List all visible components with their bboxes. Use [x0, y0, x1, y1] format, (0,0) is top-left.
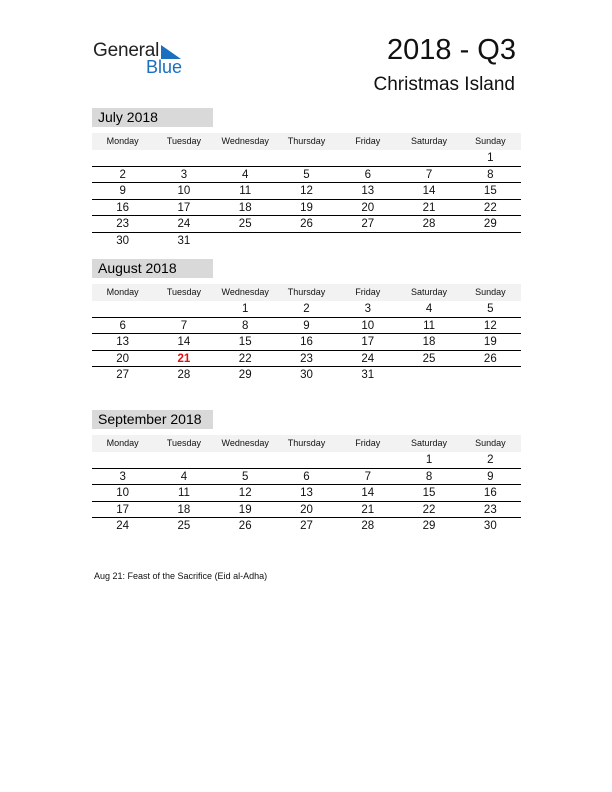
day-cell: 15 [422, 487, 436, 500]
week-row [92, 318, 521, 335]
day-cell: 8 [487, 168, 494, 181]
weekday-label: Sunday [475, 438, 506, 448]
week-row [92, 351, 521, 368]
month-title: July 2018 [92, 108, 213, 127]
day-cell: 22 [483, 201, 497, 214]
day-cell: 27 [116, 369, 130, 382]
day-cell [92, 301, 153, 317]
day-cell: 31 [361, 369, 375, 382]
day-cell: 30 [483, 520, 497, 533]
day-cell [153, 150, 214, 166]
day-cell [153, 301, 214, 317]
day-cell: 6 [119, 319, 126, 332]
day-cell: 13 [361, 185, 375, 198]
day-cell: 6 [303, 470, 310, 483]
day-cell: 9 [487, 470, 494, 483]
day-cell: 30 [116, 234, 130, 247]
day-cell: 2 [119, 168, 126, 181]
weekday-label: Wednesday [221, 438, 269, 448]
day-cell: 1 [425, 454, 433, 466]
day-cell [398, 233, 459, 250]
day-cell: 7 [180, 319, 188, 332]
day-cell: 9 [119, 185, 126, 198]
day-cell: 24 [177, 218, 191, 231]
day-cell: 11 [239, 185, 252, 198]
weekday-label: Monday [106, 438, 139, 448]
day-cell: 16 [483, 487, 497, 500]
day-cell: 14 [177, 336, 191, 349]
day-cell: 16 [116, 201, 130, 214]
day-cell: 21 [422, 201, 436, 214]
week-row [92, 167, 521, 184]
day-cell: 28 [177, 369, 191, 382]
weekday-label: Sunday [475, 287, 506, 297]
day-cell: 9 [303, 319, 310, 332]
page-title: 2018 - Q3 [387, 34, 516, 66]
day-cell: 7 [425, 168, 433, 181]
day-cell: 6 [364, 168, 371, 181]
holiday-note: Aug 21: Feast of the Sacrifice (Eid al-Adha) [94, 571, 268, 581]
weekday-label: Saturday [411, 287, 448, 297]
weekday-label: Saturday [411, 136, 448, 146]
day-cell: 3 [180, 168, 188, 181]
month-calendar [92, 259, 521, 384]
week-row [92, 183, 521, 200]
day-cell: 10 [177, 185, 191, 198]
day-cell [92, 452, 153, 468]
weekday-label: Friday [355, 438, 381, 448]
day-cell: 17 [116, 503, 130, 516]
day-cell: 15 [483, 185, 497, 198]
day-cell: 11 [177, 487, 190, 500]
day-cell: 19 [238, 503, 252, 516]
day-cell: 8 [425, 470, 433, 483]
day-cell: 15 [238, 336, 252, 349]
week-row [92, 233, 521, 250]
day-cell: 16 [300, 336, 313, 349]
day-cell: 2 [487, 454, 494, 466]
day-cell: 19 [483, 336, 497, 349]
weekday-label: Monday [106, 136, 139, 146]
day-cell: 27 [300, 520, 313, 533]
day-cell: 26 [300, 218, 313, 231]
week-row [92, 334, 521, 351]
day-cell: 5 [242, 470, 249, 483]
day-cell: 3 [119, 470, 126, 483]
week-row [92, 301, 521, 318]
day-cell: 22 [422, 503, 436, 516]
day-cell: 13 [300, 487, 313, 500]
weekday-label: Tuesday [166, 136, 202, 146]
day-cell [153, 452, 214, 468]
day-cell [215, 233, 276, 250]
day-cell: 5 [303, 168, 310, 181]
week-row [92, 200, 521, 217]
day-cell: 22 [238, 352, 252, 365]
weekday-label: Monday [106, 287, 139, 297]
weekday-label: Thursday [287, 287, 326, 297]
weekday-label: Tuesday [166, 438, 202, 448]
logo-general-text: General [93, 40, 160, 61]
day-cell [337, 233, 398, 250]
day-cell: 29 [483, 218, 497, 231]
day-cell: 4 [242, 168, 249, 181]
day-cell: 10 [361, 319, 375, 332]
day-cell [92, 150, 153, 166]
day-cell: 26 [483, 352, 497, 365]
day-cell: 13 [116, 336, 130, 349]
day-cell [337, 150, 398, 166]
day-cell: 17 [177, 201, 191, 214]
week-row [92, 518, 521, 535]
month-title: August 2018 [92, 259, 213, 278]
week-row [92, 485, 521, 502]
day-cell: 20 [116, 352, 130, 365]
day-cell: 31 [177, 234, 191, 247]
day-cell: 28 [422, 218, 436, 231]
weekday-header-row [92, 284, 521, 301]
day-cell: 18 [177, 503, 191, 516]
day-cell: 18 [422, 336, 436, 349]
day-cell: 21 [361, 503, 375, 516]
day-cell: 25 [238, 218, 252, 231]
day-cell [398, 367, 459, 384]
day-cell: 1 [242, 303, 249, 315]
weekday-label: Friday [355, 287, 381, 297]
month-calendar [92, 410, 521, 535]
weekday-label: Thursday [287, 438, 326, 448]
day-cell [215, 150, 276, 166]
day-cell [215, 452, 276, 468]
page-subtitle: Christmas Island [373, 74, 515, 95]
day-cell: 23 [300, 352, 313, 365]
day-cell [398, 150, 459, 166]
day-cell: 3 [364, 303, 371, 315]
week-row [92, 150, 521, 167]
day-cell: 20 [300, 503, 313, 516]
day-cell: 10 [116, 487, 130, 500]
day-cell: 19 [300, 201, 313, 214]
day-cell: 12 [238, 487, 252, 500]
day-cell: 8 [242, 319, 249, 332]
day-cell: 12 [483, 319, 497, 332]
day-cell: 25 [177, 520, 191, 533]
month-title: September 2018 [92, 410, 213, 429]
weekday-label: Tuesday [166, 287, 202, 297]
day-cell: 4 [180, 470, 188, 483]
day-cell: 11 [423, 319, 436, 332]
day-cell: 1 [487, 152, 494, 164]
day-cell: 24 [116, 520, 130, 533]
day-cell: 17 [361, 336, 375, 349]
weekday-label: Thursday [287, 136, 326, 146]
day-cell [276, 150, 337, 166]
day-cell: 28 [361, 520, 375, 533]
day-cell [460, 367, 521, 384]
day-cell: 20 [361, 201, 375, 214]
week-row [92, 216, 521, 233]
day-cell: 23 [483, 503, 497, 516]
week-row [92, 502, 521, 519]
day-cell [337, 452, 398, 468]
day-cell: 12 [300, 185, 313, 198]
day-cell: 25 [422, 352, 436, 365]
day-cell: 5 [487, 303, 494, 315]
week-row [92, 452, 521, 469]
weekday-label: Wednesday [221, 287, 269, 297]
logo-blue-text: Blue [146, 57, 183, 77]
day-cell: 29 [422, 520, 436, 533]
day-cell: 14 [361, 487, 375, 500]
day-cell: 7 [364, 470, 371, 483]
day-cell [276, 233, 337, 250]
weekday-label: Saturday [411, 438, 448, 448]
day-cell: 26 [238, 520, 252, 533]
holiday-day-cell: 21 [177, 352, 191, 365]
day-cell: 29 [238, 369, 252, 382]
day-cell: 30 [300, 369, 313, 382]
day-cell: 2 [303, 303, 310, 315]
day-cell [276, 452, 337, 468]
weekday-label: Wednesday [221, 136, 269, 146]
day-cell: 24 [361, 352, 375, 365]
weekday-label: Friday [355, 136, 381, 146]
day-cell [460, 233, 521, 250]
day-cell: 23 [116, 218, 130, 231]
week-row [92, 367, 521, 384]
day-cell: 14 [422, 185, 436, 198]
weekday-label: Sunday [475, 136, 506, 146]
month-calendar [92, 108, 521, 250]
weekday-header-row [92, 133, 521, 150]
logo [93, 40, 193, 80]
day-cell: 4 [425, 303, 433, 315]
weekday-header-row [92, 435, 521, 452]
week-row [92, 469, 521, 486]
day-cell: 27 [361, 218, 375, 231]
day-cell: 18 [238, 201, 252, 214]
